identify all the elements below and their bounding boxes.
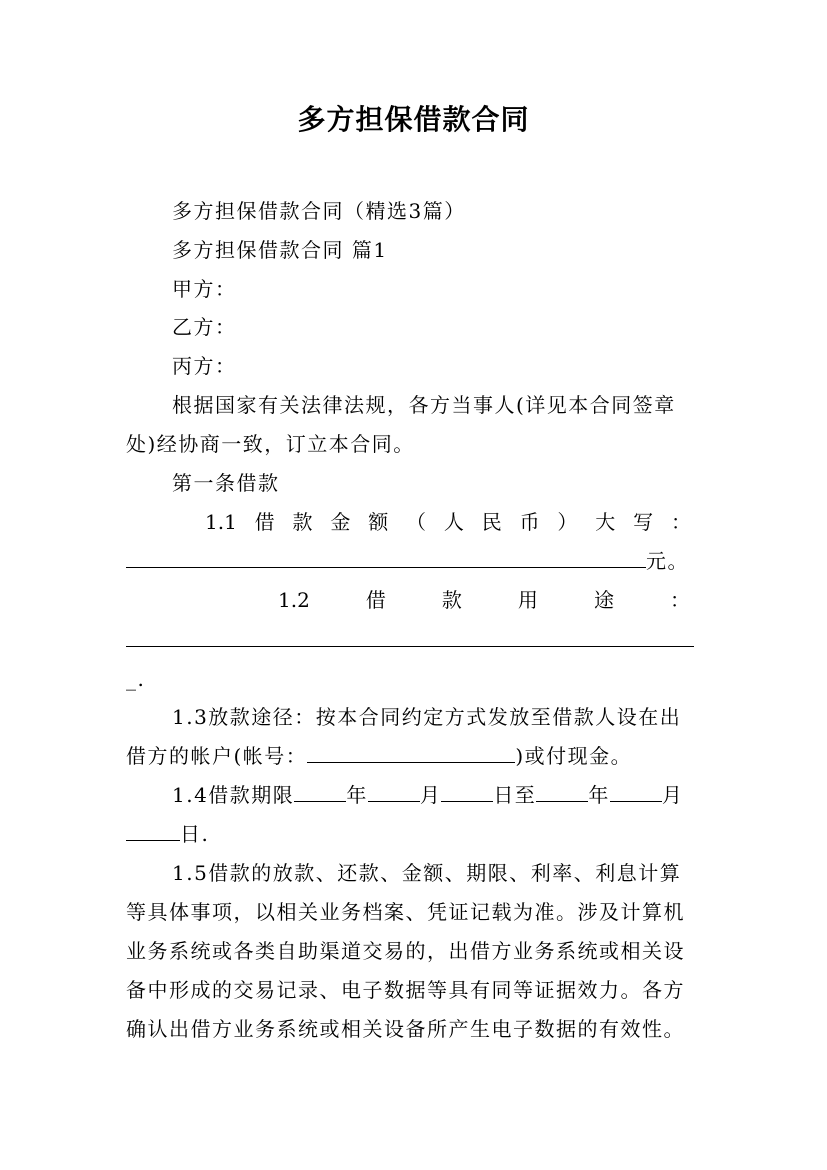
document-title: 多方担保借款合同 bbox=[297, 103, 530, 136]
clause-1-1-char: 人 bbox=[443, 510, 464, 534]
end-year-blank bbox=[536, 781, 588, 802]
collection-heading: 多方担保借款合同（精选3篇） bbox=[172, 199, 466, 223]
clause-1-1-label bbox=[205, 503, 691, 541]
clause-1-1-char: 额 bbox=[368, 510, 389, 534]
day-to-label: 日至 bbox=[493, 783, 537, 807]
clause-1-2-char: 1.2 bbox=[278, 588, 310, 612]
clause-1-1-char: 借 bbox=[254, 510, 275, 534]
clause-1-2-label bbox=[278, 581, 690, 619]
clause-1-5-line: 1.5借款的放款、还款、金额、期限、利率、利息计算 bbox=[172, 861, 682, 885]
month-label: 月 bbox=[419, 783, 442, 807]
clause-1-5-line: 业务系统或各类自助渠道交易的，出借方业务系统或相关设 bbox=[126, 939, 685, 963]
clause-1-1-char: 大 bbox=[595, 510, 616, 534]
clause-1-5-line: 等具体事项，以相关业务档案、凭证记载为准。涉及计算机 bbox=[126, 900, 685, 924]
clause-1-3-line-2 bbox=[126, 737, 632, 775]
part-heading: 多方担保借款合同 篇1 bbox=[172, 238, 388, 262]
clause-1-5-line: 备中形成的交易记录、电子数据等具有同等证据效力。各方 bbox=[126, 978, 685, 1002]
clause-1-1-char: ： bbox=[670, 510, 691, 534]
start-year-blank bbox=[294, 781, 346, 802]
clause-1-2-char: ： bbox=[669, 588, 690, 612]
end-day-blank bbox=[126, 820, 180, 841]
clause-1-4-line-2 bbox=[126, 815, 209, 853]
year-label: 年 bbox=[346, 783, 368, 807]
year-label: 年 bbox=[588, 783, 610, 807]
clause-1-2-char: 用 bbox=[517, 588, 538, 612]
account-label: 借方的帐户(帐号： bbox=[126, 744, 308, 768]
clause-1-1-amount-line bbox=[126, 542, 689, 580]
start-day-blank bbox=[441, 781, 493, 802]
day-end-label: 日. bbox=[180, 822, 210, 846]
account-number-blank bbox=[307, 742, 515, 763]
clause-1-3-line-1: 1.3放款途径：按本合同约定方式发放至借款人设在出 bbox=[172, 705, 682, 729]
article-1-title: 第一条借款 bbox=[172, 471, 280, 495]
clause-1-2-char: 借 bbox=[365, 588, 386, 612]
account-suffix: )或付现金。 bbox=[515, 744, 633, 768]
party-a-label: 甲方： bbox=[172, 277, 237, 301]
start-month-blank bbox=[368, 781, 420, 802]
clause-1-1-char: 1.1 bbox=[205, 510, 237, 534]
intro-paragraph-line-2: 处)经协商一致，订立本合同。 bbox=[126, 432, 415, 456]
end-month-blank bbox=[610, 781, 662, 802]
amount-suffix: 元。 bbox=[646, 549, 689, 573]
clause-1-2-char: 途 bbox=[593, 588, 614, 612]
party-c-label: 丙方： bbox=[172, 354, 237, 378]
purpose-blank-tail: _. bbox=[126, 667, 146, 691]
clause-1-1-char: ） bbox=[557, 510, 578, 534]
amount-blank bbox=[126, 547, 646, 568]
clause-1-1-char: 款 bbox=[292, 510, 313, 534]
clause-1-1-char: 币 bbox=[519, 510, 540, 534]
clause-1-5-line: 确认出借方业务系统或相关设备所产生电子数据的有效性。 bbox=[126, 1017, 685, 1041]
clause-1-1-char: 民 bbox=[481, 510, 502, 534]
clause-1-4-line-1 bbox=[172, 776, 683, 814]
clause-1-1-char: 金 bbox=[330, 510, 351, 534]
month-label: 月 bbox=[661, 783, 684, 807]
party-b-label: 乙方： bbox=[172, 315, 237, 339]
clause-1-2-char: 款 bbox=[441, 588, 462, 612]
purpose-blank-rule bbox=[126, 646, 694, 647]
loan-term-label: 1.4借款期限 bbox=[172, 783, 295, 807]
clause-1-1-char: （ bbox=[406, 510, 427, 534]
intro-paragraph-line-1: 根据国家有关法律法规，各方当事人(详见本合同签章 bbox=[172, 393, 676, 417]
clause-1-1-char: 写 bbox=[633, 510, 654, 534]
